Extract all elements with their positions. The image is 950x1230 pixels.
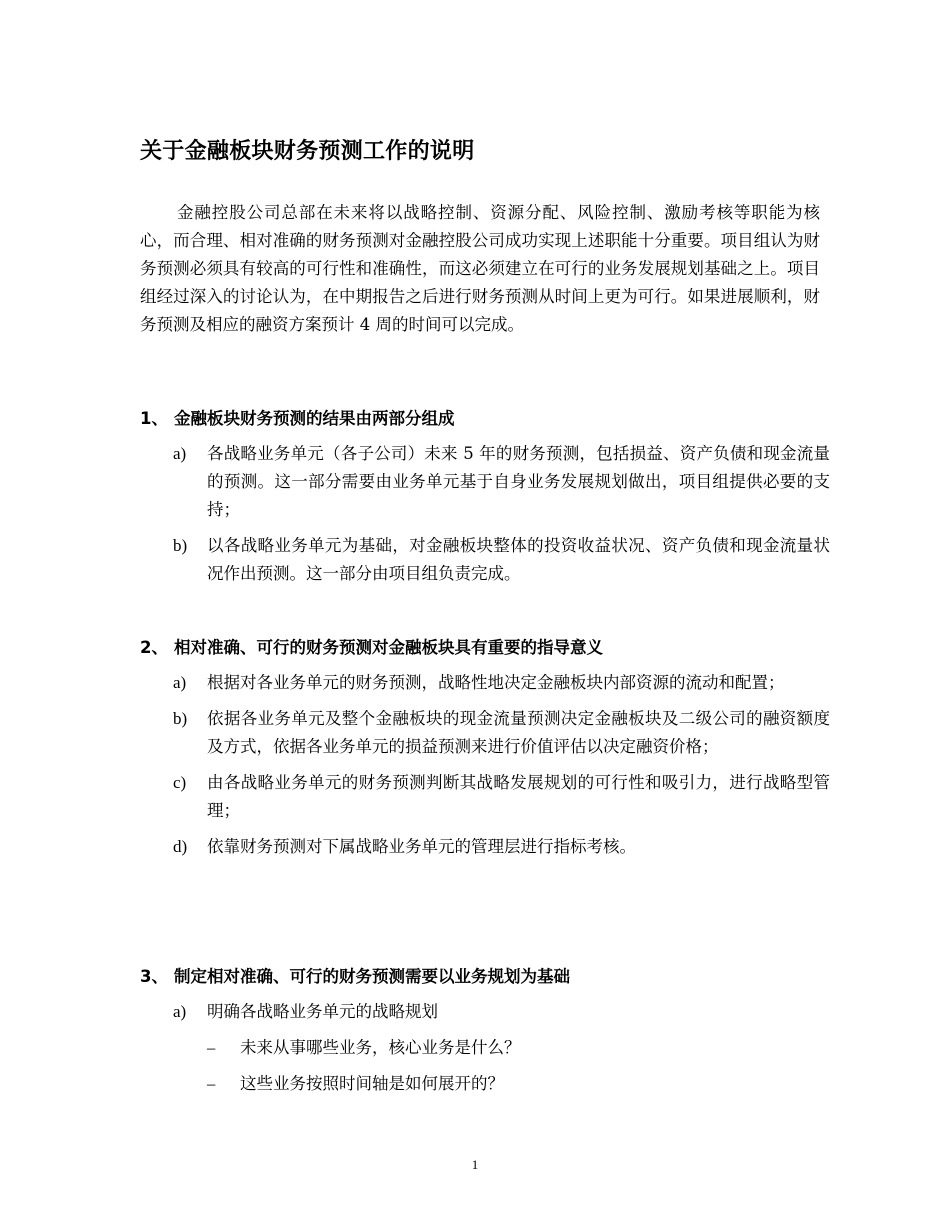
list-item [173, 440, 830, 524]
section-items [140, 998, 830, 1098]
list-item [173, 669, 830, 697]
intro-paragraph: 金融控股公司总部在未来将以战略控制、资源分配、风险控制、激励考核等职能为核心，而合理、相对准确的财务预测对金融控股公司成功实现上述职能十分重要。项目组认为财务预测必须具有较高的可行性和准确性，而这必须建立在可行的业务发展规划基础之上。项目组经过深入的讨论认为，在中期报告之后进行财务预测从时间上更为可行。如果进展顺利，财务预测及相应的融资方案预计 4 周的时间可以完成。 [140, 203, 820, 334]
dash-marker: – [207, 1074, 216, 1093]
section-1 [140, 407, 830, 596]
section-2 [140, 636, 830, 869]
list-item [173, 532, 830, 588]
list-marker: b) [173, 536, 188, 555]
list-item-text: 由各战略业务单元的财务预测判断其战略发展规划的可行性和吸引力，进行战略型管理； [207, 773, 830, 820]
list-item [173, 833, 830, 861]
list-item-text: 根据对各业务单元的财务预测，战略性地决定金融板块内部资源的流动和配置； [207, 673, 785, 692]
sub-list-item [207, 1070, 830, 1098]
document-title: 关于金融板块财务预测工作的说明 [140, 139, 475, 164]
section-title: 相对准确、可行的财务预测对金融板块具有重要的指导意义 [174, 638, 603, 657]
sub-list-item-text: 这些业务按照时间轴是如何展开的？ [240, 1074, 504, 1093]
list-item [173, 998, 830, 1026]
section-number: 1、 [140, 409, 168, 428]
list-marker: b) [173, 709, 188, 728]
section-items [140, 440, 830, 588]
sub-list [207, 1034, 830, 1098]
list-item [173, 705, 830, 761]
section-number: 2、 [140, 638, 168, 657]
section-title: 制定相对准确、可行的财务预测需要以业务规划为基础 [174, 967, 570, 986]
section-heading [140, 965, 830, 989]
list-marker: d) [173, 837, 188, 856]
section-heading [140, 636, 830, 660]
section-heading [140, 407, 830, 431]
section-items [140, 669, 830, 861]
list-item-text: 各战略业务单元（各子公司）未来 5 年的财务预测，包括损益、资产负债和现金流量的预测。这一部分需要由业务单元基于自身业务发展规划做出，项目组提供必要的支持； [207, 444, 830, 519]
list-item-text: 依靠财务预测对下属战略业务单元的管理层进行指标考核。 [207, 837, 636, 856]
list-marker: a) [173, 673, 187, 692]
sub-list-item [207, 1034, 830, 1062]
list-item-text: 依据各业务单元及整个金融板块的现金流量预测决定金融板块及二级公司的融资额度及方式，依据各业务单元的损益预测来进行价值评估以决定融资价格； [207, 709, 830, 756]
list-marker: a) [173, 444, 187, 463]
list-item-text: 明确各战略业务单元的战略规划 [207, 1002, 438, 1021]
list-item-text: 以各战略业务单元为基础，对金融板块整体的投资收益状况、资产负债和现金流量状况作出预测。这一部分由项目组负责完成。 [207, 536, 830, 583]
list-marker: a) [173, 1002, 187, 1021]
list-item [173, 769, 830, 825]
section-number: 3、 [140, 967, 168, 986]
section-3 [140, 965, 830, 1098]
sub-list-item-text: 未来从事哪些业务，核心业务是什么？ [240, 1038, 521, 1057]
page-number: 1 [471, 1157, 479, 1172]
list-marker: c) [173, 773, 187, 792]
section-title: 金融板块财务预测的结果由两部分组成 [174, 409, 455, 428]
dash-marker: – [207, 1038, 216, 1057]
